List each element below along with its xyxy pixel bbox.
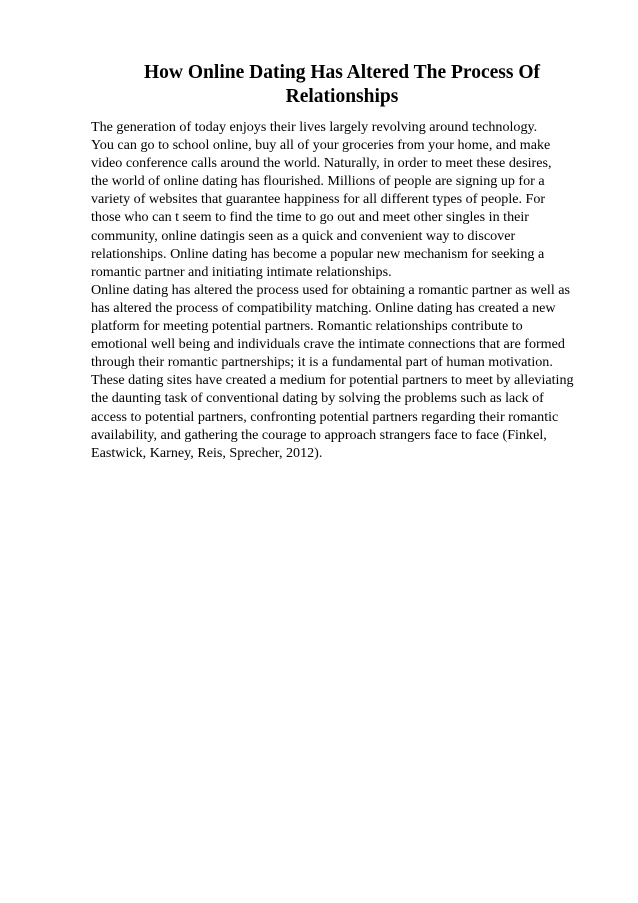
body-line: You can go to school online, buy all of your groceries from your home, and make	[91, 137, 551, 154]
document-body	[91, 118, 611, 462]
body-line: has altered the process of compatibility matching. Online dating has created a new	[91, 299, 556, 316]
body-line: those who can t seem to find the time to go out and meet other singles in their	[91, 209, 529, 226]
body-line: the daunting task of conventional dating by solving the problems such as lack of	[91, 390, 544, 407]
title-line: Relationships	[285, 86, 399, 107]
document-title	[92, 61, 592, 109]
body-line: access to potential partners, confronting potential partners regarding their romantic	[91, 408, 559, 425]
body-line: video conference calls around the world. Naturally, in order to meet these desires,	[91, 155, 552, 172]
body-line: community, online datingis seen as a quick and convenient way to discover	[91, 227, 516, 244]
body-line: availability, and gathering the courage to approach strangers face to face (Finkel,	[91, 426, 547, 443]
title-line: How Online Dating Has Altered The Process Of	[144, 62, 540, 83]
body-line: through their romantic partnerships; it is a fundamental part of human motivation.	[91, 354, 553, 371]
body-line: Online dating has altered the process used for obtaining a romantic partner as well as	[91, 281, 571, 298]
body-line: platform for meeting potential partners. Romantic relationships contribute to	[91, 318, 523, 335]
body-line: emotional well being and individuals crave the intimate connections that are formed	[91, 336, 565, 353]
body-line: These dating sites have created a medium for potential partners to meet by alleviating	[91, 372, 574, 389]
body-line: relationships. Online dating has become a popular new mechanism for seeking a	[91, 245, 545, 262]
body-line: Eastwick, Karney, Reis, Sprecher, 2012).	[91, 444, 323, 461]
body-line: romantic partner and initiating intimate relationships.	[91, 263, 392, 280]
body-line: The generation of today enjoys their lives largely revolving around technology.	[91, 119, 538, 135]
body-line: the world of online dating has flourished. Millions of people are signing up for a	[91, 173, 545, 190]
body-line: variety of websites that guarantee happiness for all different types of people. For	[91, 191, 546, 208]
